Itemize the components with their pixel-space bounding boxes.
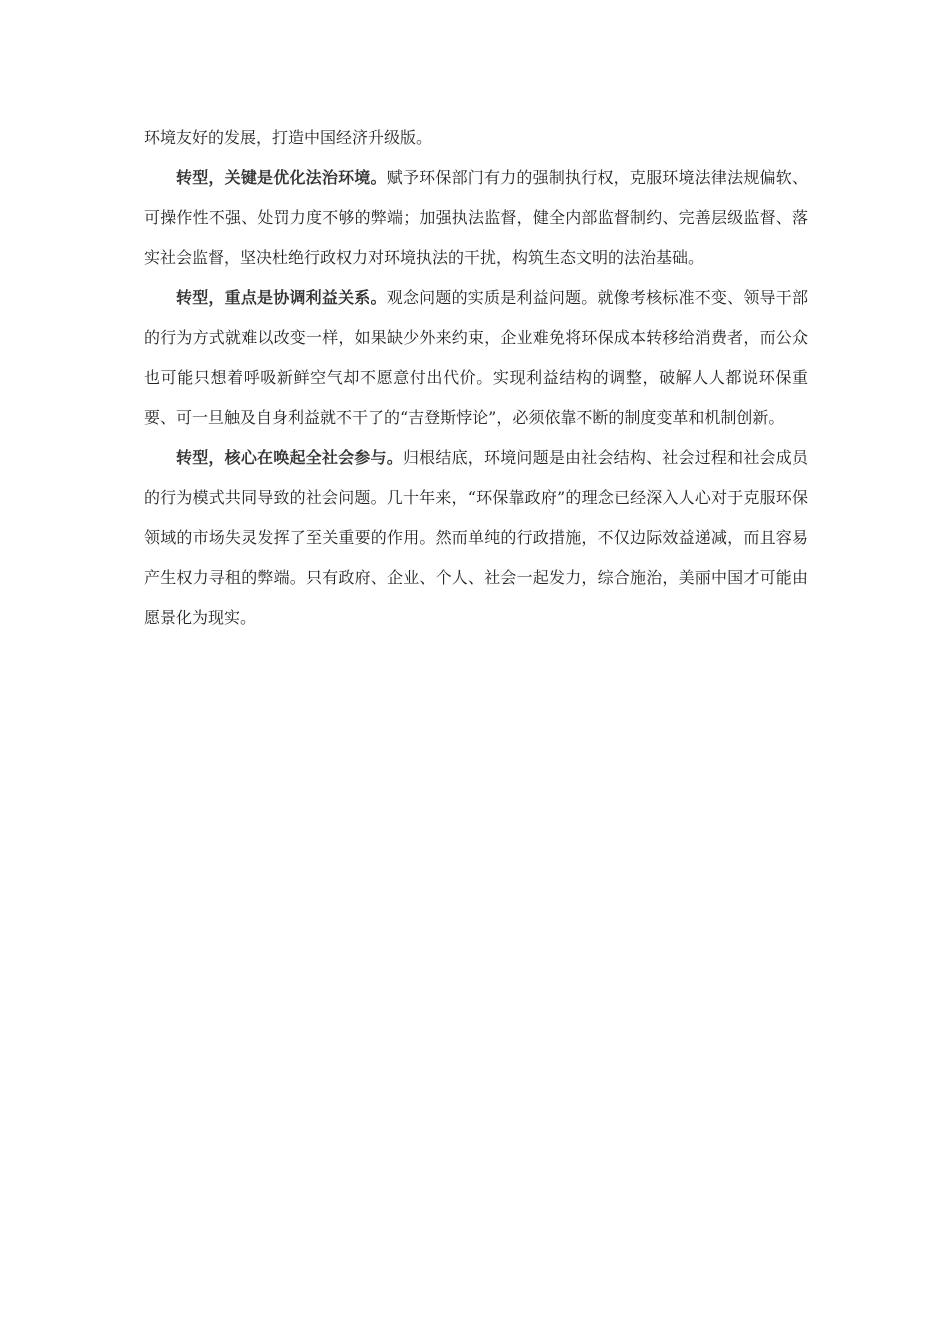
paragraph-text: 观念问题的实质是利益问题。就像考核标准不变、领导干部的行为方式就难以改变一样，如果缺少外来约束，企业难免将环保成本转移给消费者，而公众也可能只想着呼吸新鲜空气却不愿意付出代价。实现利益结构的调整，破解人人都说环保重要、可一旦触及自身利益就不干了的“吉登斯悖论”，必须依靠不断的制度变革和机制创新。 <box>144 288 808 427</box>
paragraph-interest-relations <box>144 278 808 438</box>
paragraph-legal-environment <box>144 158 808 278</box>
paragraph-continuation <box>144 118 808 158</box>
paragraph-text: 赋予环保部门有力的强制执行权，克服环境法律法规偏软、可操作性不强、处罚力度不够的弊端；加强执法监督，健全内部监督制约、完善层级监督、落实社会监督，坚决杜绝行政权力对环境执法的干扰，构筑生态文明的法治基础。 <box>144 168 808 267</box>
paragraph-social-participation <box>144 438 808 638</box>
paragraph-lead: 转型，重点是协调利益关系。 <box>176 288 387 307</box>
paragraph-lead: 转型，关键是优化法治环境。 <box>176 168 387 187</box>
paragraph-lead: 转型，核心在唤起全社会参与。 <box>176 448 403 467</box>
document-body <box>144 118 808 638</box>
paragraph-text: 归根结底，环境问题是由社会结构、社会过程和社会成员的行为模式共同导致的社会问题。几十年来，“环保靠政府”的理念已经深入人心对于克服环保领域的市场失灵发挥了至关重要的作用。然而单纯的行政措施，不仅边际效益递减，而且容易产生权力寻租的弊端。只有政府、企业、个人、社会一起发力，综合施治，美丽中国才可能由愿景化为现实。 <box>144 448 808 627</box>
paragraph-text: 环境友好的发展，打造中国经济升级版。 <box>144 128 433 147</box>
